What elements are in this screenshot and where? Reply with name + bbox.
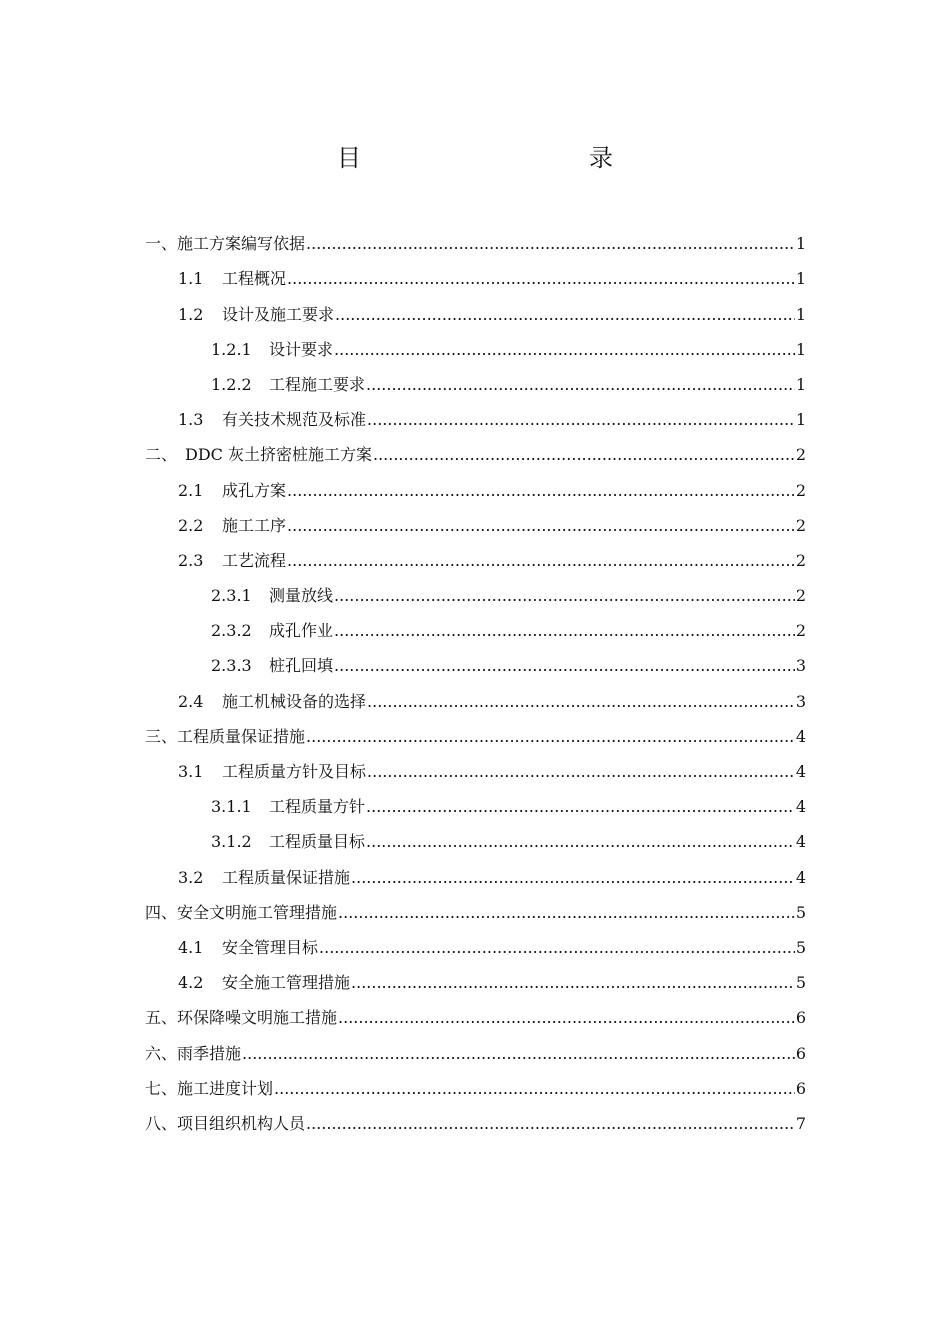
dot-leader xyxy=(367,762,795,782)
toc-entry-page: 1 xyxy=(795,304,806,324)
toc-entry-number: 2.3.1 xyxy=(211,586,252,606)
dot-leader xyxy=(366,375,795,395)
dot-leader xyxy=(351,868,795,888)
toc-entry[interactable] xyxy=(145,219,806,254)
toc-entry-number: 2.1 xyxy=(178,480,204,500)
toc-entry-title: 五、环保降噪文明施工措施 xyxy=(145,1008,338,1028)
toc-entry-page: 3 xyxy=(795,656,806,676)
dot-leader xyxy=(287,551,795,571)
toc-entry-title: 有关技术规范及标准 xyxy=(222,410,367,430)
toc-entry-number: 3.1 xyxy=(178,762,204,781)
toc-entry-title: 桩孔回填 xyxy=(269,656,334,676)
dot-leader xyxy=(367,410,795,430)
toc-entry-page: 1 xyxy=(795,269,806,289)
toc-entry[interactable] xyxy=(145,747,806,782)
toc-title: 目 录 xyxy=(337,144,673,172)
toc-entry-number: 2.3.3 xyxy=(211,656,252,676)
toc-entry-title: 工程概况 xyxy=(222,269,287,289)
toc-entry-title: 设计及施工要求 xyxy=(222,304,335,324)
toc-entry[interactable] xyxy=(145,606,806,641)
toc-entry-number: 1.2.1 xyxy=(211,339,252,359)
toc-entry-number: 4.1 xyxy=(178,937,204,957)
toc-entry-number: 1.2.2 xyxy=(211,374,252,394)
toc-entry[interactable] xyxy=(145,993,806,1028)
dot-leader xyxy=(373,445,795,465)
toc-entry-title: 工程质量方针及目标 xyxy=(222,762,367,781)
toc-entry-title: 施工工序 xyxy=(222,515,287,535)
toc-entry-title: 工艺流程 xyxy=(222,550,287,570)
toc-entry-page: 6 xyxy=(795,1008,806,1028)
toc-entry-page: 6 xyxy=(795,1043,806,1063)
toc-entry[interactable] xyxy=(145,923,806,958)
toc-entry-title: 安全施工管理措施 xyxy=(222,973,351,993)
toc-entry-title: 工程质量保证措施 xyxy=(222,867,351,887)
toc-entry-number: 2.3.2 xyxy=(211,621,252,641)
toc-entry[interactable] xyxy=(145,395,806,430)
toc-entry-number: 4.2 xyxy=(178,973,204,993)
toc-entry-number: 1.2 xyxy=(178,304,204,324)
toc-entry-number: 1.1 xyxy=(178,269,204,289)
toc-entry-number: 3.1.2 xyxy=(211,832,252,852)
dot-leader xyxy=(334,586,795,606)
toc-entry-page: 6 xyxy=(795,1078,806,1098)
toc-entry-number: 2.3 xyxy=(178,550,204,570)
toc-entry-page: 2 xyxy=(795,480,806,500)
toc-entry-title: 二、 DDC 灰土挤密桩施工方案 xyxy=(145,445,372,465)
toc-entry-page: 2 xyxy=(795,586,806,606)
dot-leader xyxy=(242,1044,795,1064)
toc-entry-title: 一、施工方案编写依据 xyxy=(145,234,306,254)
toc-entry[interactable] xyxy=(145,536,806,571)
dot-leader xyxy=(334,621,795,641)
toc-entry-page: 5 xyxy=(795,973,806,993)
toc-entry-title: 测量放线 xyxy=(269,586,334,606)
toc-entry[interactable] xyxy=(145,676,806,711)
toc-entry[interactable] xyxy=(145,782,806,817)
toc-entry-number: 2.2 xyxy=(178,515,204,535)
toc-entry[interactable] xyxy=(145,254,806,289)
toc-entry-title: 工程质量目标 xyxy=(269,832,366,852)
toc-entry-page: 4 xyxy=(795,762,806,781)
toc-entry-title: 八、项目组织机构人员 xyxy=(145,1113,306,1133)
toc-entry-title: 成孔方案 xyxy=(222,480,287,500)
toc-entry-page: 5 xyxy=(795,937,806,957)
dot-leader xyxy=(338,1008,795,1028)
dot-leader xyxy=(367,692,795,712)
dot-leader xyxy=(335,305,795,325)
toc-entry-title: 七、施工进度计划 xyxy=(145,1078,274,1098)
dot-leader xyxy=(334,340,795,360)
dot-leader xyxy=(274,1079,795,1099)
dot-leader xyxy=(366,797,795,817)
toc-entry-page: 2 xyxy=(795,621,806,641)
toc-entry-page: 2 xyxy=(795,550,806,570)
table-of-contents xyxy=(145,219,806,1134)
toc-entry[interactable] xyxy=(145,958,806,993)
dot-leader xyxy=(287,516,795,536)
toc-entry-title: 六、雨季措施 xyxy=(145,1043,242,1063)
toc-entry-title: 四、安全文明施工管理措施 xyxy=(145,902,338,922)
toc-entry[interactable] xyxy=(145,360,806,395)
dot-leader xyxy=(366,832,795,852)
toc-entry-title: 施工机械设备的选择 xyxy=(222,691,367,711)
toc-entry-number: 3.1.1 xyxy=(211,797,252,817)
toc-entry-title: 工程质量方针 xyxy=(269,797,366,817)
toc-entry-number: 1.3 xyxy=(178,410,204,430)
toc-entry-page: 2 xyxy=(795,445,806,465)
toc-entry-page: 1 xyxy=(795,374,806,394)
toc-entry[interactable] xyxy=(145,1064,806,1099)
toc-entry-page: 4 xyxy=(795,832,806,852)
dot-leader xyxy=(287,481,795,501)
toc-entry-page: 3 xyxy=(795,691,806,711)
toc-entry-title: 三、工程质量保证措施 xyxy=(145,726,306,746)
toc-entry-number: 2.4 xyxy=(178,691,204,711)
toc-entry-page: 1 xyxy=(795,234,806,254)
dot-leader xyxy=(306,1114,795,1134)
toc-entry-title: 成孔作业 xyxy=(269,621,334,641)
dot-leader xyxy=(287,269,795,289)
dot-leader xyxy=(319,938,795,958)
dot-leader xyxy=(351,973,795,993)
dot-leader xyxy=(306,234,795,254)
toc-entry-title: 设计要求 xyxy=(269,339,334,359)
dot-leader xyxy=(334,656,795,676)
toc-entry-page: 4 xyxy=(795,726,806,746)
toc-entry[interactable] xyxy=(145,571,806,606)
toc-entry[interactable] xyxy=(145,712,806,747)
toc-entry-page: 4 xyxy=(795,797,806,817)
toc-entry[interactable] xyxy=(145,641,806,676)
dot-leader xyxy=(338,903,795,923)
toc-entry-page: 1 xyxy=(795,410,806,430)
toc-entry[interactable] xyxy=(145,817,806,852)
toc-entry[interactable] xyxy=(145,852,806,887)
toc-entry[interactable] xyxy=(145,501,806,536)
toc-entry-number: 3.2 xyxy=(178,867,204,887)
toc-entry-page: 1 xyxy=(795,339,806,359)
toc-entry-title: 安全管理目标 xyxy=(222,937,319,957)
toc-entry[interactable] xyxy=(145,1028,806,1063)
toc-entry-page: 4 xyxy=(795,867,806,887)
toc-entry[interactable] xyxy=(145,1099,806,1134)
toc-entry-title: 工程施工要求 xyxy=(269,374,366,394)
toc-entry-page: 2 xyxy=(795,515,806,535)
toc-entry[interactable] xyxy=(145,888,806,923)
toc-entry[interactable] xyxy=(145,289,806,324)
toc-entry[interactable] xyxy=(145,325,806,360)
dot-leader xyxy=(306,727,795,747)
toc-entry[interactable] xyxy=(145,465,806,500)
toc-entry-page: 5 xyxy=(795,902,806,922)
toc-entry-page: 7 xyxy=(795,1113,806,1133)
toc-entry[interactable] xyxy=(145,430,806,465)
